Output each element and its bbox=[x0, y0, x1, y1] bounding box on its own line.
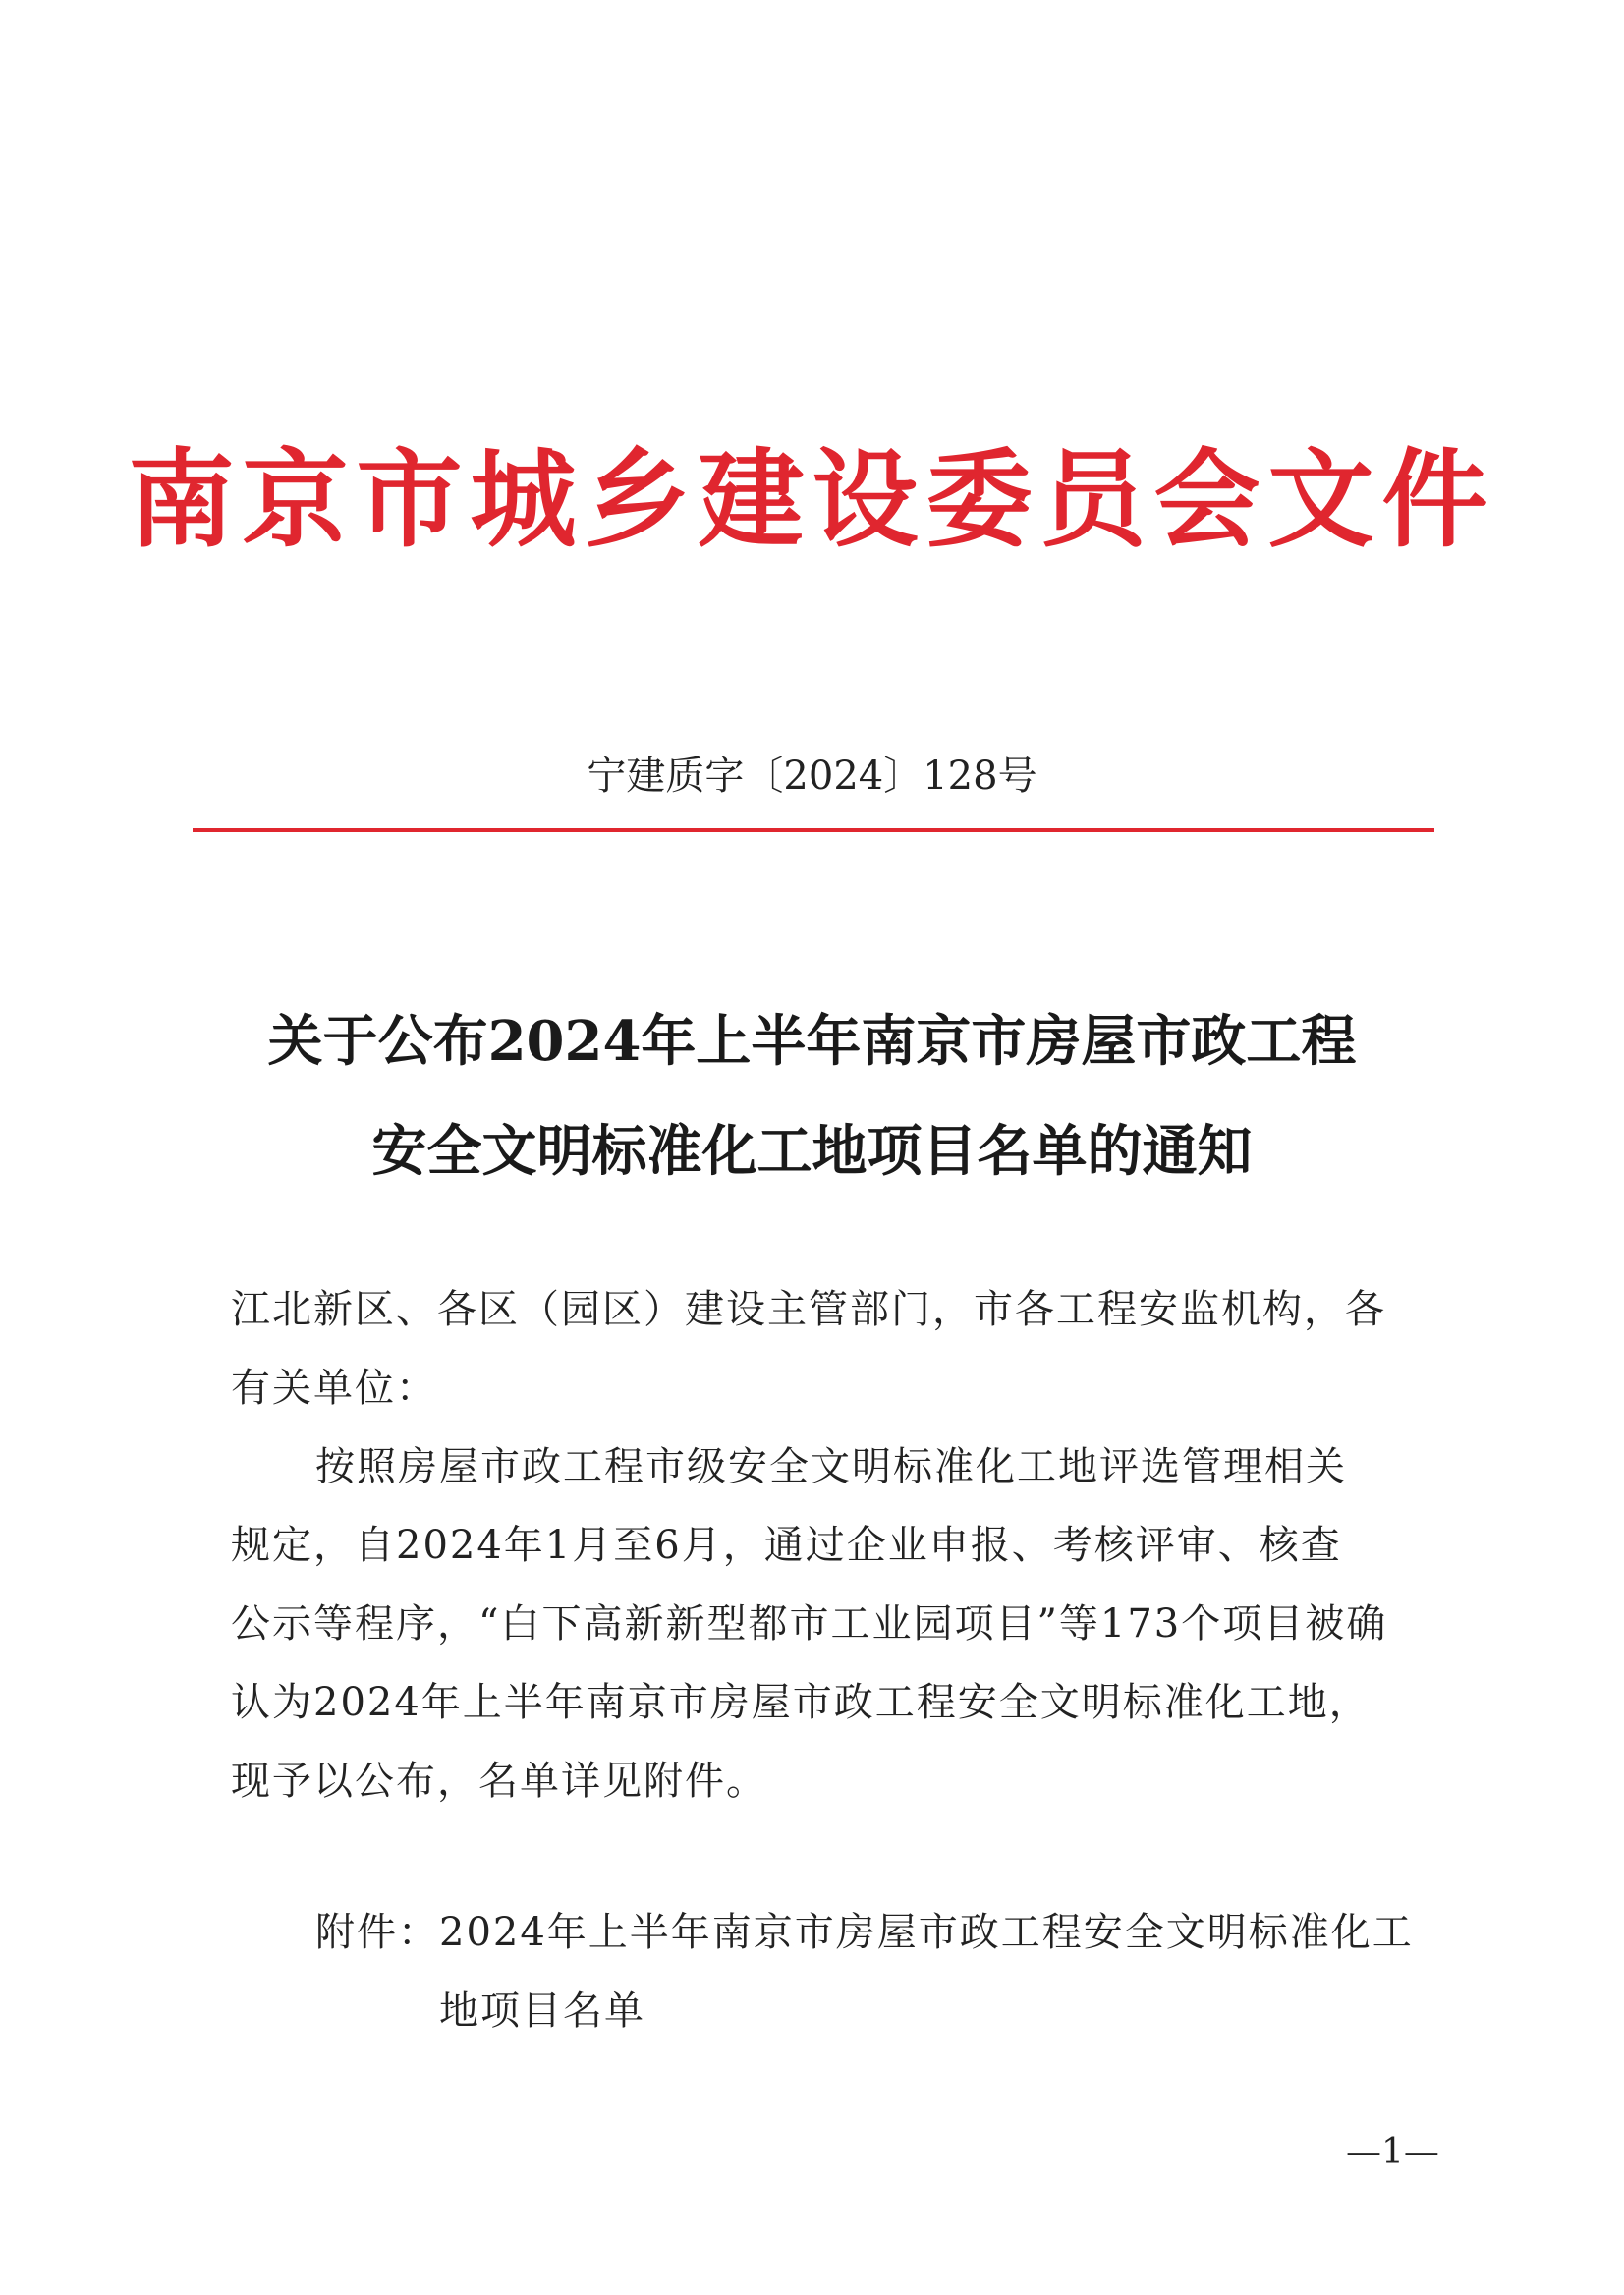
paragraph-line-3: 公示等程序，“白下高新新型都市工业园项目”等173个项目被确 bbox=[231, 1601, 1388, 1647]
paragraph-line-5: 现予以公布，名单详见附件。 bbox=[231, 1759, 767, 1804]
attachment-text-line-2: 地项目名单 bbox=[439, 1988, 645, 2034]
addressee-line-1: 江北新区、各区（园区）建设主管部门，市各工程安监机构，各 bbox=[231, 1287, 1386, 1332]
attachment-label: 附件： bbox=[315, 1910, 439, 1955]
paragraph-line-2: 规定，自2024年1月至6月，通过企业申报、考核评审、核查 bbox=[231, 1523, 1342, 1568]
red-divider bbox=[193, 828, 1434, 832]
addressee-line-2: 有关单位： bbox=[231, 1366, 437, 1411]
paragraph-line-4: 认为2024年上半年南京市房屋市政工程安全文明标准化工地， bbox=[231, 1680, 1371, 1725]
attachment-text-line-1: 2024年上半年南京市房屋市政工程安全文明标准化工 bbox=[439, 1910, 1414, 1955]
notice-title-line-1: 关于公布2024年上半年南京市房屋市政工程 bbox=[267, 1009, 1357, 1074]
issuer-masthead: 南京市城乡建设委员会文件 bbox=[128, 438, 1496, 562]
page-number: —1— bbox=[1346, 2132, 1439, 2172]
paragraph-line-1: 按照房屋市政工程市级安全文明标准化工地评选管理相关 bbox=[315, 1444, 1347, 1489]
notice-title-line-2: 安全文明标准化工地项目名单的通知 bbox=[371, 1119, 1253, 1184]
document-number: 宁建质字〔2024〕128号 bbox=[587, 754, 1037, 799]
